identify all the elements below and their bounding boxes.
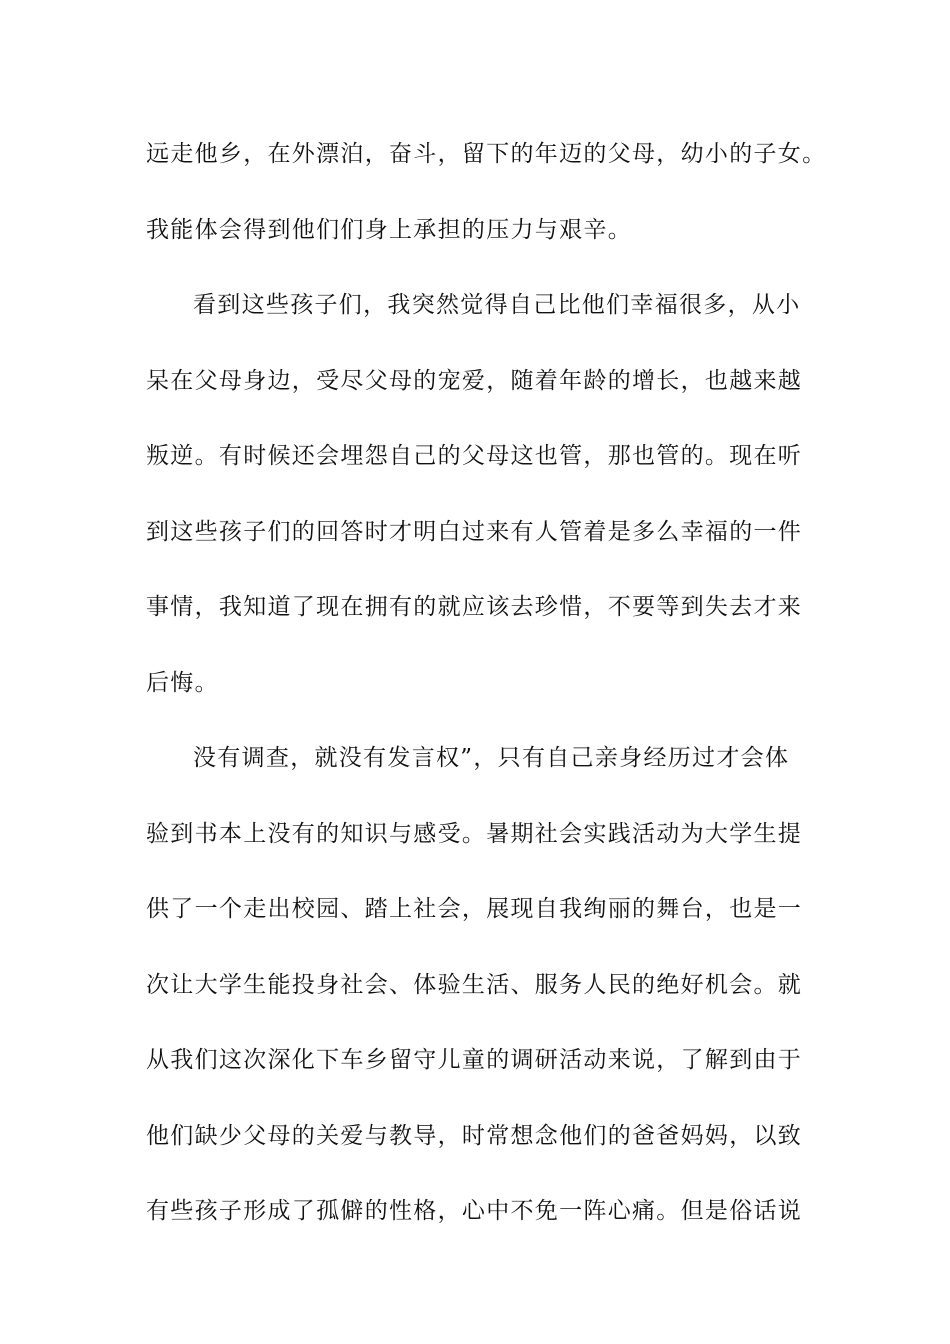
text-line: 有些孩子形成了孤僻的性格，心中不免一阵心痛。但是俗话说 xyxy=(146,1198,803,1224)
text-line: 从我们这次深化下车乡留守儿童的调研活动来说，了解到由于 xyxy=(146,1047,803,1073)
text-line: 验到书本上没有的知识与感受。暑期社会实践活动为大学生提 xyxy=(146,820,803,847)
text-line: 后悔。 xyxy=(146,669,219,696)
body-text xyxy=(146,130,827,1263)
text-line: 远走他乡，在外漂泊，奋斗，留下的年迈的父母，幼小的子女。 xyxy=(146,141,827,167)
text-line: 次让大学生能投身社会、体验生活、服务人民的绝好机会。就 xyxy=(146,971,803,998)
text-line: 叛逆。有时候还会埋怨自己的父母这也管，那也管的。现在听 xyxy=(146,443,803,469)
text-line: 供了一个走出校园、踏上社会，展现自我绚丽的舞台，也是一 xyxy=(146,896,803,922)
text-line: 呆在父母身边，受尽父母的宠爱，随着年龄的增长，也越来越 xyxy=(146,367,803,394)
text-line: 事情，我知道了现在拥有的就应该去珍惜，不要等到失去才来 xyxy=(146,594,803,620)
paragraph-start-line: 看到这些孩子们，我突然觉得自己比他们幸福很多，从小 xyxy=(193,292,801,318)
text-line: 到这些孩子们的回答时才明白过来有人管着是多么幸福的一件 xyxy=(146,518,803,545)
text-line: 他们缺少父母的关爱与教导，时常想念他们的爸爸妈妈，以致 xyxy=(146,1122,803,1149)
paragraph-start-line: 没有调查，就没有发言权”，只有自己亲身经历过才会体 xyxy=(193,745,790,771)
text-line: 我能体会得到他们们身上承担的压力与艰辛。 xyxy=(146,216,632,243)
